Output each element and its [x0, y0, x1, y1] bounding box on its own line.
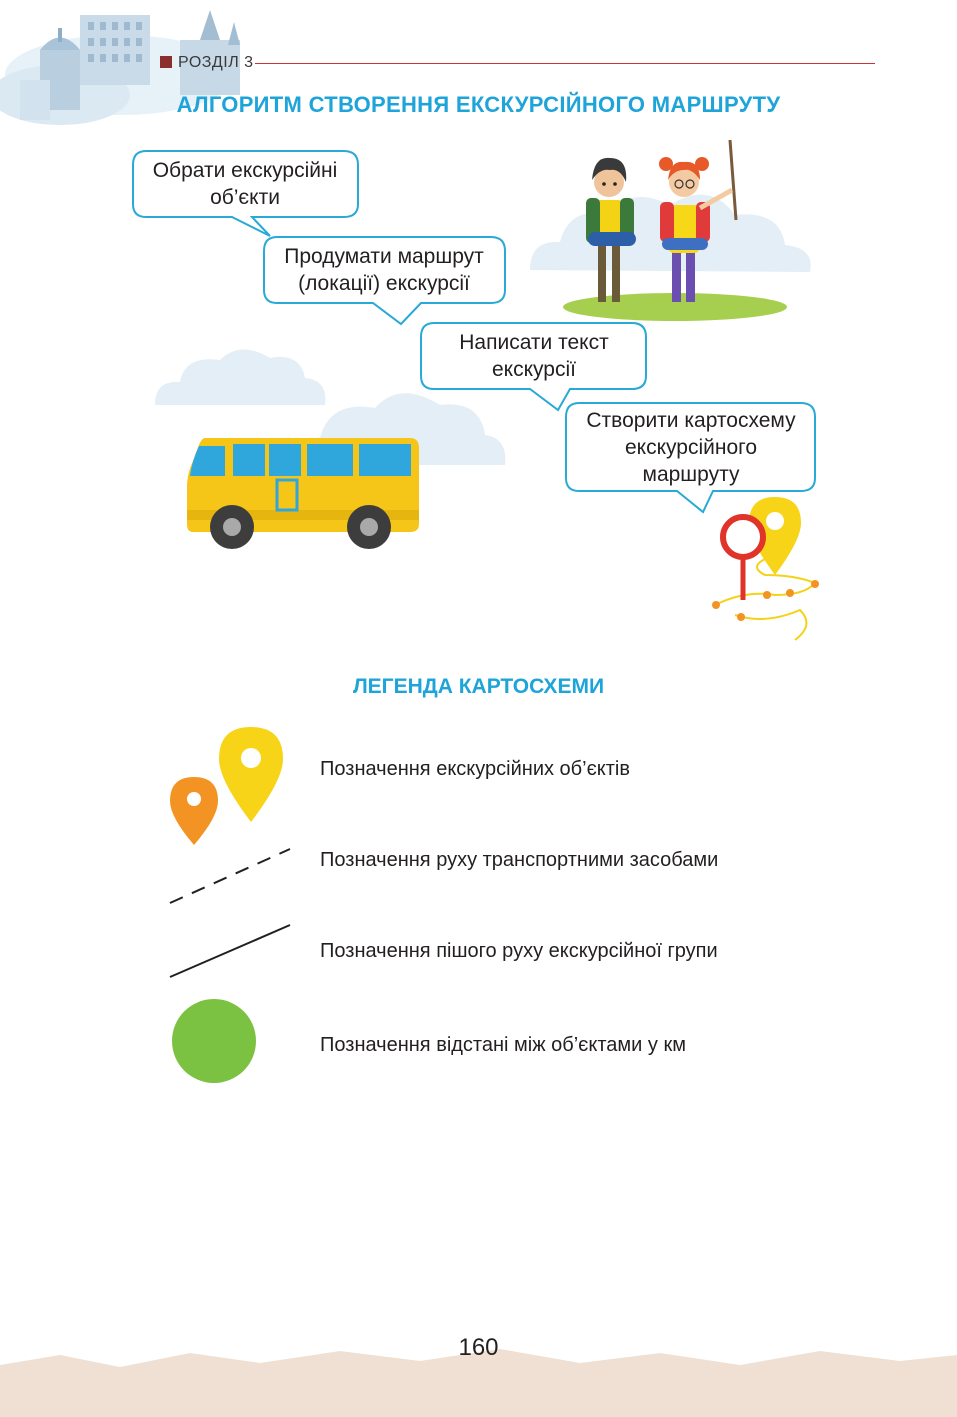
step-4: [566, 404, 816, 490]
step-3-line-2: екскурсії: [492, 358, 576, 381]
legend-item-1-text: Позначення екскурсійних об’єктів: [320, 758, 630, 780]
legend-title: ЛЕГЕНДА КАРТОСХЕМИ: [352, 675, 605, 698]
map-pins-icon: [168, 725, 288, 847]
bus-illustration: [185, 432, 425, 552]
step-1-line-2: об’єкти: [210, 186, 280, 209]
kids-illustration: [560, 130, 800, 325]
step-4-line-1: Створити картосхему: [586, 408, 796, 432]
green-circle-icon: [171, 998, 257, 1084]
step-2: [264, 238, 504, 302]
legend-item-3-text: Позначення пішого руху екскурсійної групи: [320, 940, 718, 962]
legend-item-2-text: Позначення руху транспортними засобами: [320, 849, 719, 871]
step-1-line-1: Обрати екскурсійні: [152, 159, 338, 182]
dashed-line-icon: [168, 845, 293, 907]
solid-line-icon: [168, 922, 293, 980]
step-4-line-2: екскурсійного: [624, 435, 758, 459]
step-1: [133, 152, 357, 216]
header-rule: [255, 63, 875, 64]
page-number: 160: [458, 1334, 499, 1361]
step-2-line-1: Продумати маршрут: [284, 245, 484, 268]
step-2-line-2: (локації) екскурсії: [298, 272, 470, 295]
route-map-illustration: [705, 495, 830, 645]
page-title: АЛГОРИТМ СТВОРЕННЯ ЕКСКУРСІЙНОГО МАРШРУТУ: [176, 92, 781, 117]
legend-item-4-text: Позначення відстані між об’єктами у км: [320, 1034, 686, 1056]
section-label: [160, 54, 254, 72]
step-4-line-3: маршруту: [642, 462, 740, 486]
step-3: [421, 324, 647, 388]
section-label-text: РОЗДІЛ 3: [178, 54, 254, 71]
section-square-icon: [160, 56, 172, 68]
step-3-line-1: Написати текст: [459, 331, 609, 354]
